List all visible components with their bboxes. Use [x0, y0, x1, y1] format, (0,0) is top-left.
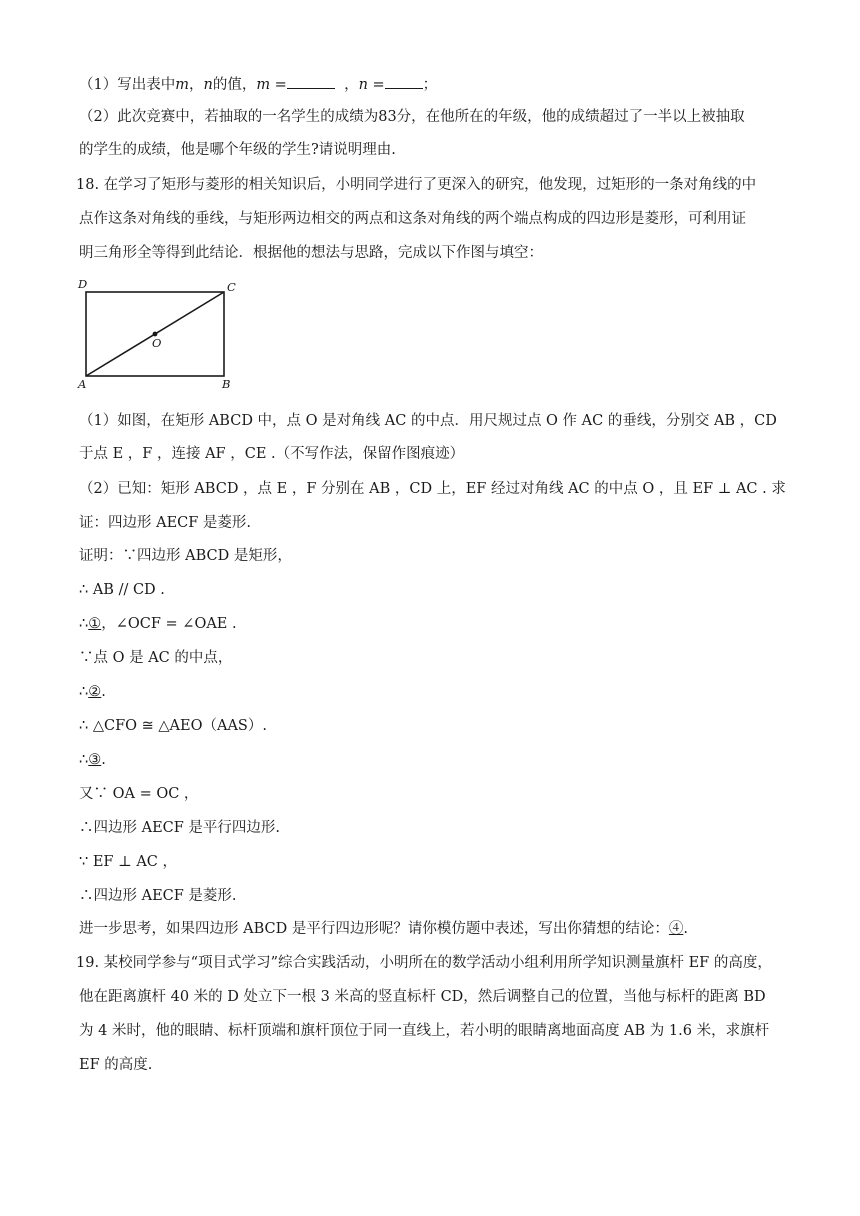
- proof-line-8: 又∵ OA = OC ，: [79, 786, 199, 802]
- answer-blank-3[interactable]: ③: [88, 752, 102, 768]
- further-thinking: [79, 919, 688, 939]
- answer-blank-1[interactable]: ①: [88, 616, 102, 632]
- proof-line-2: ∴ AB // CD .: [79, 582, 165, 598]
- q18-intro-line1: 18. 在学习了矩形与菱形的相关知识后，小明同学进行了更深入的研究，他发现，过矩形的一条对角线的中: [76, 177, 757, 193]
- separator: ，: [344, 77, 359, 93]
- therefore-symbol: ∴: [79, 616, 89, 632]
- q19-line1: 19. 某校同学参与“项目式学习”综合实践活动，小明所在的数学活动小组利用所学知识测量旗杆 EF 的高度，: [76, 955, 772, 971]
- q18-part2-line2: 证：四边形 AECF 是菱形.: [79, 515, 252, 531]
- answer-blank-2[interactable]: ②: [88, 684, 102, 700]
- proof-line-4: ∵点 O 是 AC 的中点，: [79, 650, 233, 666]
- period: .: [101, 684, 106, 700]
- answer-blank-m[interactable]: [287, 73, 335, 89]
- label-o: O: [152, 336, 162, 350]
- var-m: m: [175, 77, 189, 93]
- proof-line-7: [79, 750, 106, 770]
- q17-part1-text: （1）写出表中: [79, 77, 176, 93]
- proof-line-3-tail: ，∠OCF = ∠OAE .: [101, 616, 237, 632]
- semicolon: ；: [422, 77, 438, 93]
- q18-part1-line1: （1）如图，在矩形 ABCD 中，点 O 是对角线 AC 的中点．用尺规过点 O 作 AC 的垂线，分别交 AB ，CD: [79, 413, 777, 429]
- proof-line-1: 证明：∵四边形 ABCD 是矩形，: [79, 548, 292, 564]
- proof-line-11: ∴四边形 AECF 是菱形.: [79, 888, 237, 904]
- comma: ，: [188, 77, 204, 93]
- rectangle-diagram: [74, 276, 250, 392]
- m-equals: m =: [256, 77, 287, 93]
- rectangle-figure: [74, 276, 250, 392]
- period: .: [101, 752, 106, 768]
- answer-blank-n[interactable]: [385, 73, 423, 89]
- therefore-symbol: ∴: [79, 684, 89, 700]
- n-equals: n =: [358, 77, 385, 93]
- q19-line3: 为 4 米时，他的眼睛、标杆顶端和旗杆顶位于同一直线上，若小明的眼睛离地面高度 AB 为 1.6 米，求旗杆: [79, 1023, 770, 1039]
- q18-intro-line2: 点作这条对角线的垂线，与矩形两边相交的两点和这条对角线的两个端点构成的四边形是菱形，可利用证: [79, 211, 746, 227]
- proof-line-5: [79, 682, 106, 702]
- proof-line-9: ∴四边形 AECF 是平行四边形.: [79, 820, 281, 836]
- label-b: B: [222, 377, 231, 391]
- q18-part1-line2: 于点 E ，F ，连接 AF ，CE .（不写作法，保留作图痕迹）: [79, 446, 465, 462]
- further-thinking-text: 进一步思考，如果四边形 ABCD 是平行四边形呢？请你模仿题中表述，写出你猜想的结论：: [79, 921, 669, 937]
- q18-part2-line1: （2）已知：矩形 ABCD ，点 E ，F 分别在 AB ，CD 上，EF 经过对角线 AC 的中点 O ，且 EF ⊥ AC . 求: [79, 481, 786, 497]
- label-d: D: [78, 277, 88, 291]
- proof-line-3: [79, 614, 237, 634]
- label-c: C: [227, 280, 236, 294]
- q17-part1-text2: 的值，: [212, 77, 257, 93]
- q17-part2-line1: （2）此次竞赛中，若抽取的一名学生的成绩为83分，在他所在的年级，他的成绩超过了一半以上被抽取: [79, 109, 745, 125]
- proof-line-6: ∴ △CFO ≅ △AEO（AAS）.: [79, 718, 267, 734]
- label-a: A: [78, 377, 87, 391]
- q18-intro-line3: 明三角形全等得到此结论．根据他的想法与思路，完成以下作图与填空：: [79, 245, 543, 261]
- answer-blank-4[interactable]: ④: [668, 921, 684, 937]
- period: .: [683, 921, 688, 937]
- q19-line2: 他在距离旗杆 40 米的 D 处立下一根 3 米高的竖直标杆 CD，然后调整自己的位置，当他与标杆的距离 BD: [79, 989, 766, 1005]
- q19-line4: EF 的高度.: [79, 1057, 153, 1073]
- var-n: n: [203, 77, 213, 93]
- therefore-symbol: ∴: [79, 752, 89, 768]
- q17-part2-line2: 的学生的成绩，他是哪个年级的学生?请说明理由.: [79, 142, 396, 158]
- proof-line-10: ∵ EF ⊥ AC ，: [79, 854, 178, 870]
- q17-part1: [79, 73, 437, 95]
